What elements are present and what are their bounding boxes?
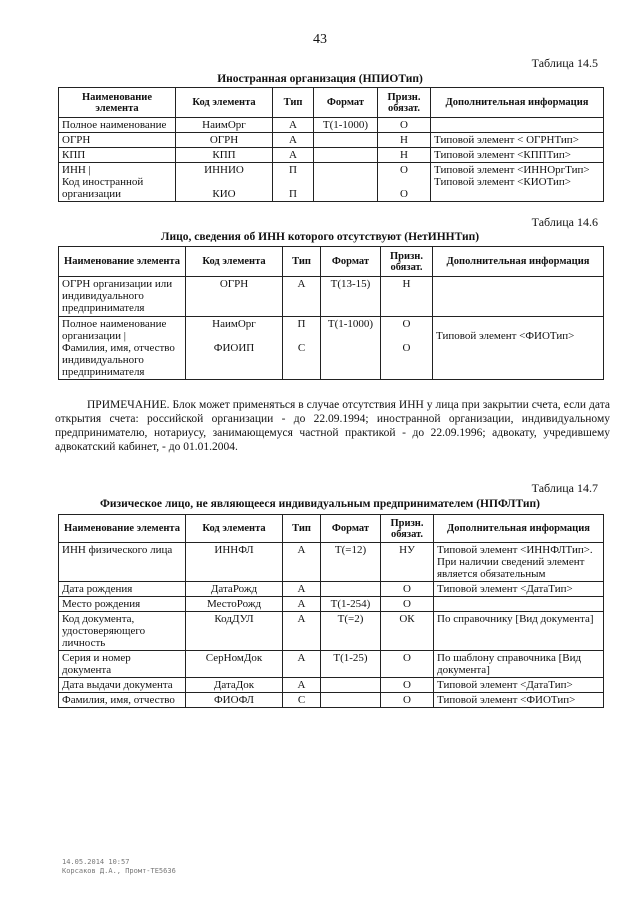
col-header: Тип — [283, 515, 321, 543]
cell: А — [283, 277, 321, 317]
cell: Т(1-25) — [321, 651, 381, 678]
cell: КПП — [59, 148, 176, 163]
cell: О — [381, 651, 434, 678]
cell — [378, 163, 431, 202]
cell: А — [273, 148, 314, 163]
cell-line: Фамилия, имя, отчество индивидуального предпринимателя — [62, 342, 175, 378]
cell: Н — [381, 277, 433, 317]
cell: МестоРожд — [186, 597, 283, 612]
stamp-line: Корсаков Д.А., Промт-ТЕ5636 — [62, 867, 176, 875]
cell: О — [381, 678, 434, 693]
cell — [381, 317, 433, 380]
table-title: Иностранная организация (НПИОТип) — [217, 73, 423, 85]
cell: О — [381, 597, 434, 612]
cell — [431, 163, 604, 202]
table-14-6 — [58, 246, 604, 380]
cell-line: КИО — [212, 188, 236, 200]
cell: Т(=2) — [321, 612, 381, 651]
print-stamp — [62, 858, 176, 876]
cell — [321, 317, 381, 380]
cell-line: П — [297, 318, 306, 330]
cell: А — [273, 118, 314, 133]
cell: НаимОрг — [176, 118, 273, 133]
col-header: Призн. обязат. — [381, 515, 434, 543]
cell-line: О — [402, 318, 411, 330]
col-header: Призн. обязат. — [381, 247, 433, 277]
cell: Типовой элемент <КППТип> — [431, 148, 604, 163]
page-number: 43 — [313, 32, 327, 47]
cell-line: С — [297, 342, 306, 354]
cell — [186, 317, 283, 380]
cell: А — [283, 678, 321, 693]
cell-line: Типовой элемент <ИННОргТип> — [434, 164, 590, 176]
cell — [176, 163, 273, 202]
cell-line: ИНН | — [62, 164, 91, 176]
cell — [321, 678, 381, 693]
cell: О — [378, 118, 431, 133]
cell: С — [283, 693, 321, 708]
cell: А — [283, 612, 321, 651]
cell — [434, 597, 604, 612]
cell: СерНомДок — [186, 651, 283, 678]
cell — [321, 693, 381, 708]
table-row — [59, 582, 604, 597]
cell: ОГРН — [59, 133, 176, 148]
col-header: Призн. обязат. — [378, 88, 431, 118]
cell: Типовой элемент <ФИОТип> — [434, 693, 604, 708]
col-header: Наименование элемента — [59, 515, 186, 543]
cell: А — [283, 543, 321, 582]
table-header-row — [59, 247, 604, 277]
cell: Н — [378, 133, 431, 148]
cell: Полное наименование — [59, 118, 176, 133]
table-caption: Таблица 14.5 — [531, 56, 598, 70]
cell: А — [283, 597, 321, 612]
table-caption: Таблица 14.6 — [531, 215, 598, 229]
cell: ОГРН организации или индивидуального предпринимателя — [59, 277, 186, 317]
cell: По шаблону справочника [Вид документа] — [434, 651, 604, 678]
cell-line: Т(1-1000) — [327, 318, 374, 330]
cell-line: Полное наименование организации | — [62, 318, 167, 342]
cell — [321, 582, 381, 597]
cell: Место рождения — [59, 597, 186, 612]
col-header: Код элемента — [176, 88, 273, 118]
table-row — [59, 317, 604, 380]
col-header: Дополнительная информация — [434, 515, 604, 543]
cell — [59, 317, 186, 380]
cell: А — [283, 651, 321, 678]
table-row — [59, 612, 604, 651]
cell: ОГРН — [186, 277, 283, 317]
cell: НУ — [381, 543, 434, 582]
cell: Типовой элемент < ОГРНТип> — [431, 133, 604, 148]
cell: Н — [378, 148, 431, 163]
cell: КодДУЛ — [186, 612, 283, 651]
cell: ФИОФЛ — [186, 693, 283, 708]
cell: А — [273, 133, 314, 148]
cell: ИНН физического лица — [59, 543, 186, 582]
cell-line: ИННИО — [204, 164, 244, 176]
cell: Типовой элемент <ДатаТип> — [434, 582, 604, 597]
col-header: Дополнительная информация — [433, 247, 604, 277]
cell — [314, 163, 378, 202]
table-14-5 — [58, 87, 604, 202]
cell: КПП — [176, 148, 273, 163]
table-row — [59, 651, 604, 678]
table-caption: Таблица 14.7 — [531, 481, 598, 495]
cell: А — [283, 582, 321, 597]
cell-line: НаимОрг — [212, 318, 256, 330]
cell-line: О — [400, 164, 408, 176]
table-row — [59, 678, 604, 693]
cell-line: О — [400, 188, 408, 200]
col-header: Код элемента — [186, 515, 283, 543]
table-title: Лицо, сведения об ИНН которого отсутствуют (НетИННТип) — [160, 231, 480, 243]
col-header: Формат — [321, 247, 381, 277]
cell — [433, 277, 604, 317]
table-row — [59, 693, 604, 708]
col-header: Формат — [321, 515, 381, 543]
cell: О — [381, 693, 434, 708]
cell: Т(1-1000) — [314, 118, 378, 133]
col-header: Тип — [273, 88, 314, 118]
cell: Т(13-15) — [321, 277, 381, 317]
cell: Т(=12) — [321, 543, 381, 582]
cell — [283, 317, 321, 380]
col-header: Наименование элемента — [59, 247, 186, 277]
cell: О — [381, 582, 434, 597]
cell: Типовой элемент <ДатаТип> — [434, 678, 604, 693]
col-header: Дополнительная информация — [431, 88, 604, 118]
cell — [431, 118, 604, 133]
cell — [59, 163, 176, 202]
cell: По справочнику [Вид документа] — [434, 612, 604, 651]
col-header: Наименование элемента — [59, 88, 176, 118]
note-paragraph: ПРИМЕЧАНИЕ. Блок может применяться в случае отсутствия ИНН у лица при закрытии счета, если дата открытия счета: российской организации - до 22.09.1994; иностранной организации, индивидуальному предпринимателю, нотариусу, занимающемуся частной практикой - до 22.09.1996; адвокату, учредившему адвокатский кабинет, - до 01.01.2004. — [55, 399, 610, 453]
cell-line: Типовой элемент <КИОТип> — [434, 176, 572, 188]
table-row — [59, 277, 604, 317]
table-14-7 — [58, 514, 604, 708]
table-row — [59, 133, 604, 148]
table-row — [59, 148, 604, 163]
cell-line: Код иностранной организации — [62, 176, 144, 200]
cell-line: П — [289, 164, 297, 176]
col-header: Тип — [283, 247, 321, 277]
table-title: Физическое лицо, не являющееся индивидуальным предпринимателем (НПФЛТип) — [100, 498, 540, 510]
cell — [433, 317, 604, 380]
cell: Т(1-254) — [321, 597, 381, 612]
cell — [273, 163, 314, 202]
table-header-row — [59, 515, 604, 543]
table-row — [59, 163, 604, 202]
cell: Дата выдачи документа — [59, 678, 186, 693]
cell: Типовой элемент <ИННФЛТип>. При наличии сведений элемент является обязательным — [434, 543, 604, 582]
table-row — [59, 597, 604, 612]
table-header-row — [59, 88, 604, 118]
cell — [314, 148, 378, 163]
col-header: Формат — [314, 88, 378, 118]
table-row — [59, 118, 604, 133]
cell: ОГРН — [176, 133, 273, 148]
cell: ОК — [381, 612, 434, 651]
table-row — [59, 543, 604, 582]
cell: ИННФЛ — [186, 543, 283, 582]
cell-line: О — [402, 342, 411, 354]
cell: Код документа, удостоверяющего личность — [59, 612, 186, 651]
cell — [314, 133, 378, 148]
cell: Серия и номер документа — [59, 651, 186, 678]
cell: ДатаРожд — [186, 582, 283, 597]
cell-line: ФИОИП — [213, 342, 255, 354]
col-header: Код элемента — [186, 247, 283, 277]
cell: ДатаДок — [186, 678, 283, 693]
cell: Фамилия, имя, отчество — [59, 693, 186, 708]
stamp-line: 14.05.2014 10:57 — [62, 858, 130, 866]
cell: Дата рождения — [59, 582, 186, 597]
cell-line: Типовой элемент <ФИОТип> — [436, 330, 575, 342]
cell-line: П — [289, 188, 297, 200]
